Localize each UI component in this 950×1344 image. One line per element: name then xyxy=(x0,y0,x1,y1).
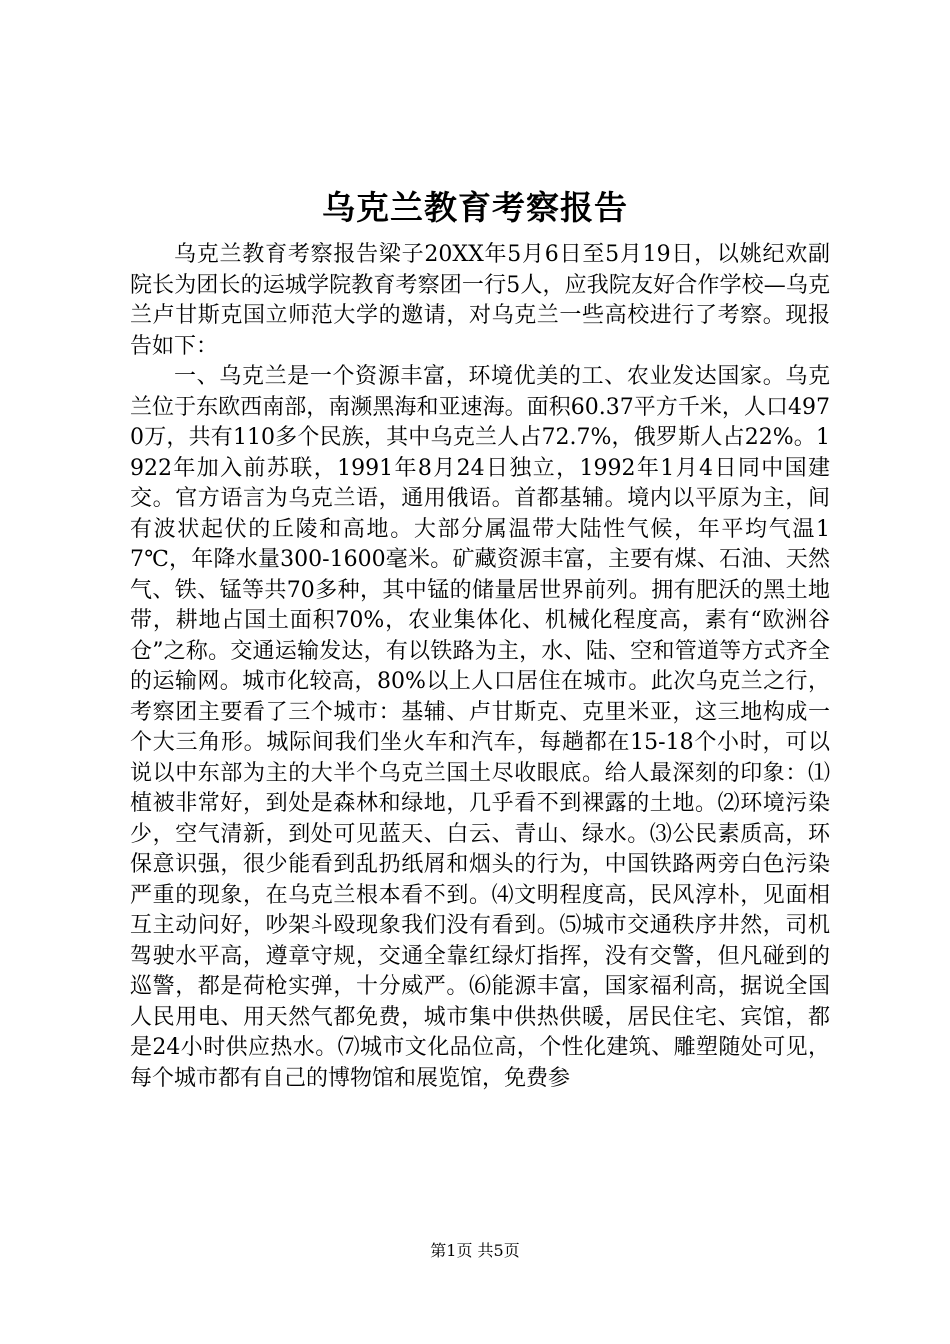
paragraph-section-one: 一、乌克兰是一个资源丰富，环境优美的工、农业发达国家。乌克兰位于东欧西南部，南濒黑海和亚速海。面积60.37平方千米，人口4970万，共有110多个民族，其中乌克兰人占72.7%，俄罗斯人占22%。1922年加入前苏联，1991年8月24日独立，1992年1月4日同中国建交。官方语言为乌克兰语，通用俄语。首都基辅。境内以平原为主，间有波状起伏的丘陵和高地。大部分属温带大陆性气候，年平均气温17℃，年降水量300-1600毫米。矿藏资源丰富，主要有煤、石油、天然气、铁、锰等共70多种，其中锰的储量居世界前列。拥有肥沃的黑土地带，耕地占国土面积70%，农业集体化、机械化程度高，素有“欧洲谷仓”之称。交通运输发达，有以铁路为主，水、陆、空和管道等方式齐全的运输网。城市化较高，80%以上人口居住在城市。此次乌克兰之行，考察团主要看了三个城市：基辅、卢甘斯克、克里米亚，这三地构成一个大三角形。城际间我们坐火车和汽车，每趟都在15-18个小时，可以说以中东部为主的大半个乌克兰国土尽收眼底。给人最深刻的印象：⑴植被非常好，到处是森林和绿地，几乎看不到裸露的土地。⑵环境污染少，空气清新，到处可见蓝天、白云、青山、绿水。⑶公民素质高，环保意识强，很少能看到乱扔纸屑和烟头的行为，中国铁路两旁白色污染严重的现象，在乌克兰根本看不到。⑷文明程度高，民风淳朴，见面相互主动问好，吵架斗殴现象我们没有看到。⑸城市交通秩序井然，司机驾驶水平高，遵章守规，交通全靠红绿灯指挥，没有交警，但凡碰到的巡警，都是荷枪实弹，十分威严。⑹能源丰富，国家福利高，据说全国人民用电、用天然气都免费，城市集中供热供暖，居民住宅、宾馆，都是24小时供应热水。⑺城市文化品位高，个性化建筑、雕塑随处可见，每个城市都有自己的博物馆和展览馆，免费参 xyxy=(130,364,830,1091)
document-title: 乌克兰教育考察报告 xyxy=(322,188,628,227)
document-body xyxy=(130,240,830,1094)
page-footer: 第1页 共5页 xyxy=(430,1241,520,1260)
paragraph-intro: 乌克兰教育考察报告梁子20XX年5月6日至5月19日，以姚纪欢副院长为团长的运城学院教育考察团一行5人，应我院友好合作学校—乌克兰卢甘斯克国立师范大学的邀请，对乌克兰一些高校进行了考察。现报告如下： xyxy=(130,242,830,359)
